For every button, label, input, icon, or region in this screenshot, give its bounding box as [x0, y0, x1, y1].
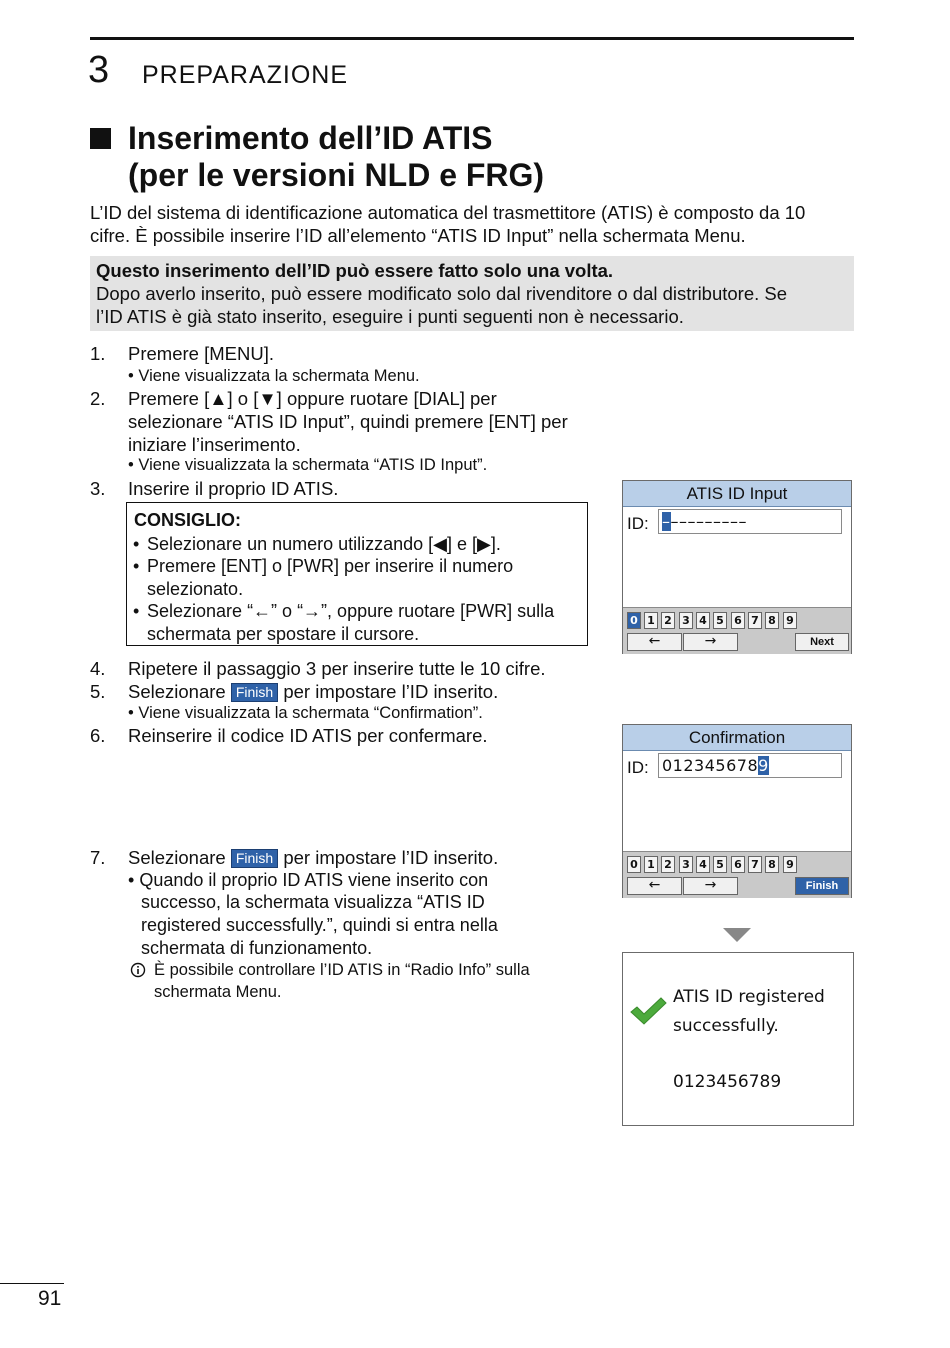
notice-heading: Questo inserimento dell’ID può essere fatto solo una volta. — [96, 260, 614, 281]
key-0[interactable]: 0 — [627, 612, 641, 629]
intro-paragraph — [90, 201, 850, 247]
sub-text: Viene visualizzata la schermata “Confirmation”. — [138, 704, 483, 722]
step-text: Reinserire il codice ID ATIS per confermare. — [128, 725, 488, 746]
sub-text: Viene visualizzata la schermata Menu. — [138, 367, 420, 385]
step-7-sub-3: registered successfully.”, quindi si entra nella — [141, 915, 498, 935]
tip-box — [126, 502, 588, 646]
sub-text: Viene visualizzata la schermata “ATIS ID Input”. — [138, 456, 488, 474]
input-cursor: – — [662, 512, 671, 531]
section-title-line2: (per le versioni NLD e FRG) — [128, 157, 545, 193]
key-9[interactable]: 9 — [783, 856, 797, 873]
finish-button[interactable]: Finish — [795, 877, 849, 895]
step-number: 3. — [90, 478, 106, 499]
id-input[interactable] — [658, 509, 842, 534]
step-text-post: per impostare l’ID inserito. — [283, 847, 499, 868]
step-7-sub-1 — [128, 869, 488, 891]
notice-line2: l’ID ATIS è già stato inserito, eseguire i punti seguenti non è necessario. — [96, 306, 684, 327]
step-number: 5. — [90, 681, 106, 702]
step-number: 1. — [90, 343, 106, 364]
finish-button-icon: Finish — [231, 683, 278, 702]
intro-line2: cifre. È possibile inserire l’ID all’elemento “ATIS ID Input” nella schermata Menu. — [90, 225, 746, 246]
intro-line1: L’ID del sistema di identificazione automatica del trasmettitore (ATIS) è composto da 10 — [90, 202, 806, 223]
bullet: • — [133, 534, 140, 554]
finish-button-icon: Finish — [231, 849, 278, 868]
success-line1: ATIS ID registered — [673, 987, 825, 1007]
screen-title: Confirmation — [623, 725, 851, 751]
key-0[interactable]: 0 — [627, 856, 641, 873]
step-7-sub-4: schermata di funzionamento. — [141, 938, 373, 958]
cursor-left-button[interactable]: ← — [627, 877, 682, 895]
keypad — [623, 851, 851, 898]
info-line1: È possibile controllare l’ID ATIS in “Radio Info” sulla — [154, 961, 530, 979]
key-8[interactable]: 8 — [765, 856, 779, 873]
registered-screen — [622, 952, 854, 1126]
confirmation-screen — [622, 724, 852, 898]
step-text-line3: iniziare l’inserimento. — [128, 434, 301, 455]
input-cursor: 9 — [758, 756, 769, 775]
keypad — [623, 607, 851, 654]
id-value: 012345678 — [662, 756, 759, 775]
chapter-number: 3 — [88, 49, 110, 91]
key-5[interactable]: 5 — [713, 612, 727, 629]
key-6[interactable]: 6 — [731, 856, 745, 873]
step-5-sub — [128, 702, 483, 724]
checkmark-icon — [629, 995, 667, 1032]
step-text: Premere [MENU]. — [128, 343, 274, 364]
info-line2: schermata Menu. — [154, 983, 282, 1001]
step-text: Inserire il proprio ID ATIS. — [128, 478, 339, 499]
notice-line1: Dopo averlo inserito, può essere modificato solo dal rivenditore o dal distributore. Se — [96, 283, 788, 304]
step-number: 4. — [90, 658, 106, 679]
screen-title: ATIS ID Input — [623, 481, 851, 507]
tip-text: Premere [ENT] o [PWR] per inserire il numero — [147, 556, 514, 576]
success-line2: successfully. — [673, 1016, 779, 1036]
step-1-sub — [128, 365, 420, 387]
bullet: • — [133, 601, 140, 621]
key-7[interactable]: 7 — [748, 856, 762, 873]
step-text: Ripetere il passaggio 3 per inserire tutte le 10 cifre. — [128, 658, 546, 679]
bullet: • — [128, 367, 134, 385]
tip-text: Selezionare un numero utilizzando [◀] e [▶]. — [147, 534, 501, 554]
next-button[interactable]: Next — [795, 633, 849, 651]
tip-text: schermata per spostare il cursore. — [147, 624, 420, 644]
atis-id-input-screen — [622, 480, 852, 654]
cursor-right-button[interactable]: → — [683, 633, 738, 651]
key-1[interactable]: 1 — [644, 856, 658, 873]
down-arrow-icon — [723, 928, 751, 942]
step-text-pre: Selezionare — [128, 847, 226, 868]
step-number: 6. — [90, 725, 106, 746]
step-text-line1: Premere [▲] o [▼] oppure ruotare [DIAL] per — [128, 388, 497, 409]
key-4[interactable]: 4 — [696, 612, 710, 629]
success-message — [673, 983, 825, 1041]
id-value: ––––––––– — [670, 512, 747, 531]
step-7-sub-2: successo, la schermata visualizza “ATIS ID — [141, 892, 485, 912]
section-title-line1: Inserimento dell’ID ATIS — [128, 120, 493, 156]
step-2-sub — [128, 454, 487, 476]
step-text-pre: Selezionare — [128, 681, 226, 702]
key-8[interactable]: 8 — [765, 612, 779, 629]
key-5[interactable]: 5 — [713, 856, 727, 873]
sub-text: Quando il proprio ID ATIS viene inserito con — [139, 870, 489, 890]
registered-id: 0123456789 — [673, 1072, 782, 1092]
key-6[interactable]: 6 — [731, 612, 745, 629]
notice-box — [90, 256, 854, 331]
id-label: ID: — [627, 514, 649, 533]
chapter-title: PREPARAZIONE — [142, 61, 349, 89]
tip-text: Selezionare “←” o “→”, oppure ruotare [PWR] sulla — [147, 601, 555, 621]
bullet: • — [133, 556, 140, 576]
page-number: 91 — [38, 1287, 62, 1310]
square-bullet-icon — [90, 128, 111, 149]
step-number: 2. — [90, 388, 106, 409]
step-text-line2: selezionare “ATIS ID Input”, quindi premere [ENT] per — [128, 411, 568, 432]
page-number-rule — [0, 1283, 64, 1284]
key-9[interactable]: 9 — [783, 612, 797, 629]
step-text-post: per impostare l’ID inserito. — [283, 681, 499, 702]
key-2[interactable]: 2 — [661, 856, 675, 873]
id-input[interactable] — [658, 753, 842, 778]
bullet: • — [128, 704, 134, 722]
bullet: • — [128, 870, 135, 890]
key-3[interactable]: 3 — [679, 856, 693, 873]
id-label: ID: — [627, 758, 649, 777]
tip-text: selezionato. — [147, 579, 244, 599]
cursor-left-button[interactable]: ← — [627, 633, 682, 651]
top-rule — [90, 37, 854, 40]
tip-title: CONSIGLIO: — [134, 510, 241, 530]
cursor-right-button[interactable]: → — [683, 877, 738, 895]
key-3[interactable]: 3 — [679, 612, 693, 629]
key-4[interactable]: 4 — [696, 856, 710, 873]
info-icon — [130, 962, 146, 983]
key-2[interactable]: 2 — [661, 612, 675, 629]
bullet: • — [128, 456, 134, 474]
key-7[interactable]: 7 — [748, 612, 762, 629]
step-number: 7. — [90, 847, 106, 868]
key-1[interactable]: 1 — [644, 612, 658, 629]
